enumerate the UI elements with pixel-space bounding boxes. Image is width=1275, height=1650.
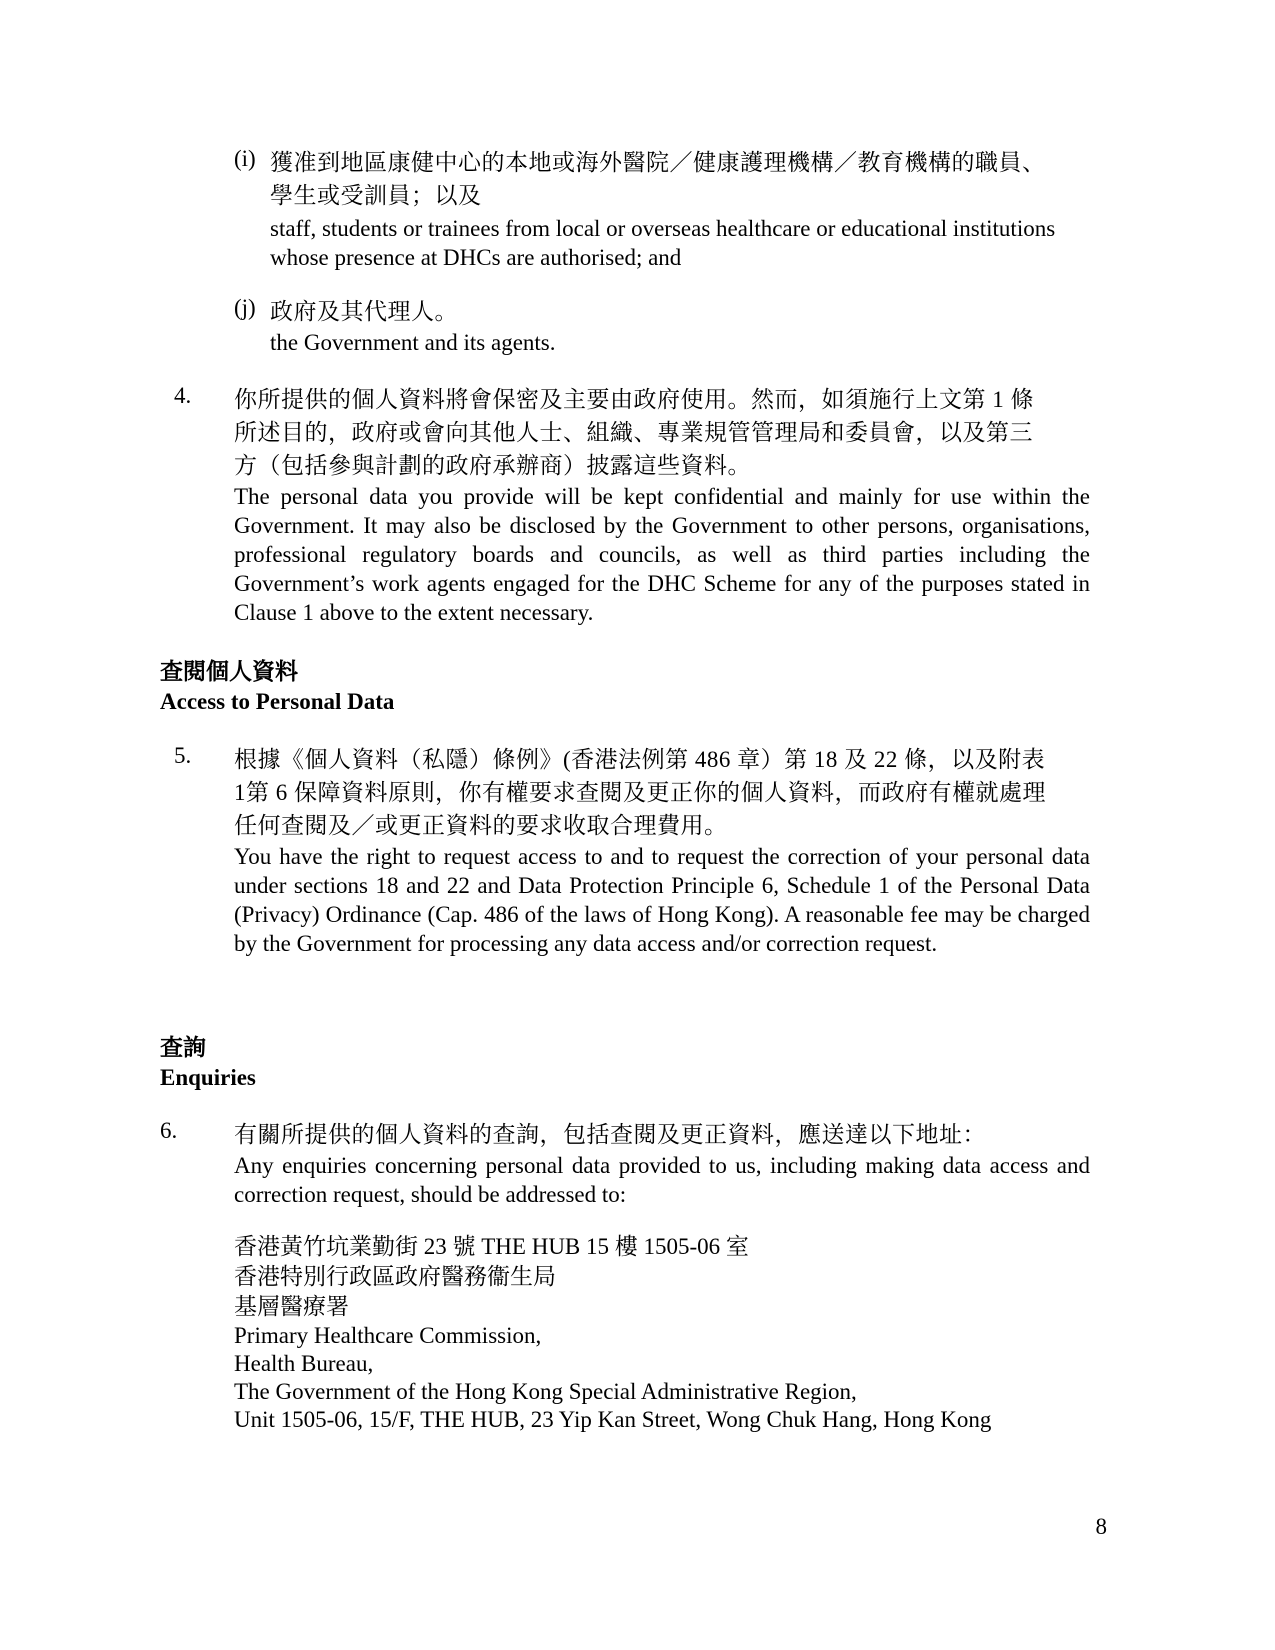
clause-4-en: The personal data you provide will be kept confidential and mainly for use within the Government. It may also be disclosed by the Government to other persons, organisations, professional regulatory boards and councils, as well as third parties including the Government’s work agents engaged for the DHC Scheme for any of the purposes stated in Clause 1 above to the extent necessary.: [234, 484, 1090, 625]
clause-5-number: 5.: [174, 743, 192, 768]
item-j-zh: 政府及其代理人。: [270, 299, 458, 324]
clause-5-en: You have the right to request access to and to request the correction of your personal data under sections 18 and 22 and Data Protection Principle 6, Schedule 1 of the Personal Data (Privacy) Ordinance (Cap. 486 of the laws of Hong Kong). A reasonable fee may be charged by the Government for processing any data access and/or correction request.: [234, 844, 1090, 956]
page-number: 8: [1095, 1514, 1107, 1539]
address-zh-line1: 香港黃竹坑業勤街 23 號 THE HUB 15 樓 1505-06 室: [234, 1234, 749, 1259]
item-i-label: (i): [234, 146, 256, 171]
clause-6: [234, 1118, 1090, 1209]
clause-4-zh-line2: 所述目的，政府或會向其他人士、組織、專業規管管理局和委員會，以及第三: [234, 420, 1033, 445]
clause-6-number: 6.: [160, 1118, 178, 1143]
section-enquiries-heading-en: Enquiries: [160, 1065, 256, 1090]
item-j-label: (j): [234, 295, 256, 320]
section-enquiries-heading-zh: 查詢: [160, 1035, 206, 1060]
address-en-line1: Primary Healthcare Commission,: [234, 1323, 542, 1348]
address-zh-line3: 基層醫療署: [234, 1294, 349, 1319]
clause-5-zh-line3: 任何查閱及／或更正資料的要求收取合理費用。: [234, 813, 728, 838]
section-access-heading: [160, 657, 394, 717]
clause-6-zh: 有關所提供的個人資料的查詢，包括查閱及更正資料，應送達以下地址：: [234, 1122, 986, 1147]
item-i: [270, 146, 1090, 272]
clause-4-number: 4.: [174, 383, 192, 408]
address-en-line2: Health Bureau,: [234, 1351, 374, 1376]
address-zh-line2: 香港特別行政區政府醫務衞生局: [234, 1264, 556, 1289]
item-j: [270, 295, 1090, 357]
clause-5-zh-line1: 根據《個人資料（私隱）條例》(香港法例第 486 章）第 18 及 22 條，以及附表: [234, 747, 1046, 772]
clause-6-en: Any enquiries concerning personal data provided to us, including making data access and correction request, should be addressed to:: [234, 1153, 1090, 1207]
item-j-en: the Government and its agents.: [270, 330, 556, 355]
clause-4-zh-line1: 你所提供的個人資料將會保密及主要由政府使用。然而，如須施行上文第 1 條: [234, 387, 1034, 412]
item-i-en: staff, students or trainees from local or overseas healthcare or educational institutions whose presence at DHCs are authorised; and: [270, 216, 1056, 270]
section-enquiries-heading: [160, 1033, 256, 1093]
item-i-zh-line2: 學生或受訓員；以及: [270, 183, 482, 208]
section-access-heading-en: Access to Personal Data: [160, 689, 395, 714]
clause-4-zh-line3: 方（包括參與計劃的政府承辦商）披露這些資料。: [234, 453, 751, 478]
address-en-line3: The Government of the Hong Kong Special Administrative Region,: [234, 1379, 857, 1404]
clause-4: [234, 383, 1090, 627]
address-en-line4: Unit 1505-06, 15/F, THE HUB, 23 Yip Kan Street, Wong Chuk Hang, Hong Kong: [234, 1407, 992, 1432]
mailing-address: [234, 1232, 991, 1434]
clause-5: [234, 743, 1090, 958]
clause-5-zh-line2: 1第 6 保障資料原則，你有權要求查閱及更正你的個人資料，而政府有權就處理: [234, 780, 1046, 805]
item-i-zh-line1: 獲准到地區康健中心的本地或海外醫院／健康護理機構／教育機構的職員、: [270, 150, 1046, 175]
section-access-heading-zh: 查閱個人資料: [160, 659, 298, 684]
